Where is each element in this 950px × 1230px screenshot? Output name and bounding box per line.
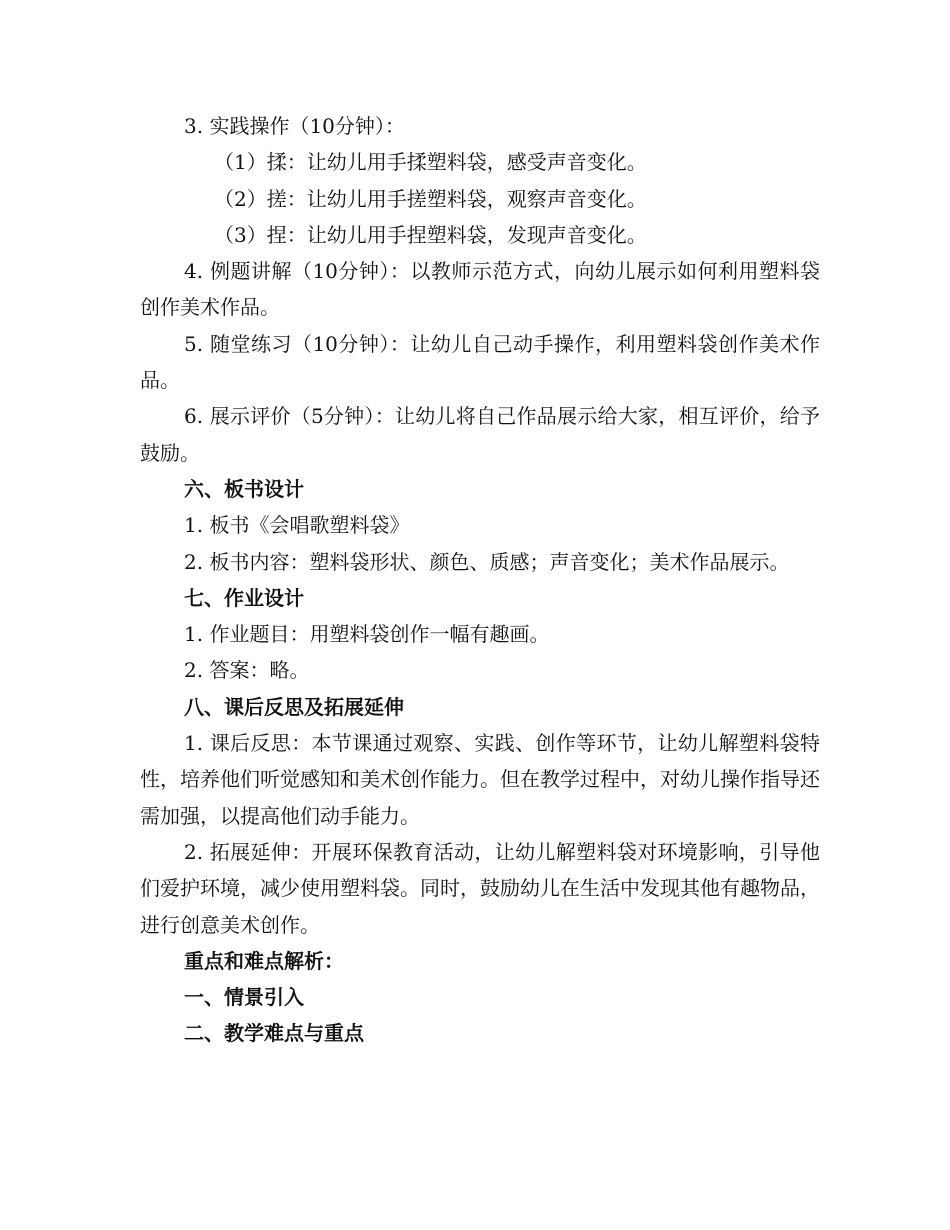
step-3-sub-1-rub: （1）揉：让幼儿用手揉塑料袋，感受声音变化。 [214, 150, 647, 175]
step-6-evaluation: 6. 展示评价（5分钟）：让幼儿将自己作品展示给大家，相互评价，给予鼓励。 [140, 404, 820, 465]
step-5-exercise: 5. 随堂练习（10分钟）：让幼儿自己动手操作，利用塑料袋创作美术作品。 [140, 331, 820, 393]
heading-key-points: 重点和难点解析： [184, 948, 344, 973]
heading-difficulties: 二、教学难点与重点 [184, 1021, 364, 1046]
document-body [140, 108, 820, 1052]
section-heading-reflection: 八、课后反思及拓展延伸 [184, 694, 404, 719]
heading-scenario-intro: 一、情景引入 [184, 985, 304, 1010]
step-3-practice: 3. 实践操作（10分钟）： [184, 114, 405, 138]
board-item-2: 2. 板书内容：塑料袋形状、颜色、质感；声音变化；美术作品展示。 [184, 549, 790, 574]
homework-item-2: 2. 答案：略。 [184, 658, 310, 683]
section-heading-homework: 七、作业设计 [184, 585, 304, 610]
reflection-item-1: 1. 课后反思：本节课通过观察、实践、创作等环节，让幼儿解塑料袋特性，培养他们听觉感知和美术创作能力。但在教学过程中，对幼儿操作指导还需加强，以提高他们动手能力。 [140, 731, 820, 828]
board-item-1: 1. 板书《会唱歌塑料袋》 [184, 513, 410, 538]
reflection-item-2: 2. 拓展延伸：开展环保教育活动，让幼儿解塑料袋对环境影响，引导他们爱护环境，减少使用塑料袋。同时，鼓励幼儿在生活中发现其他有趣物品，进行创意美术创作。 [140, 839, 820, 937]
homework-item-1: 1. 作业题目：用塑料袋创作一幅有趣画。 [184, 622, 550, 647]
section-heading-board-design: 六、板书设计 [184, 476, 304, 501]
step-3-sub-3-pinch: （3）捏：让幼儿用手捏塑料袋，发现声音变化。 [214, 222, 647, 247]
step-3-sub-2-knead: （2）搓：让幼儿用手搓塑料袋，观察声音变化。 [214, 186, 647, 211]
step-4-example: 4. 例题讲解（10分钟）：以教师示范方式，向幼儿展示如何利用塑料袋创作美术作品。 [140, 259, 820, 320]
